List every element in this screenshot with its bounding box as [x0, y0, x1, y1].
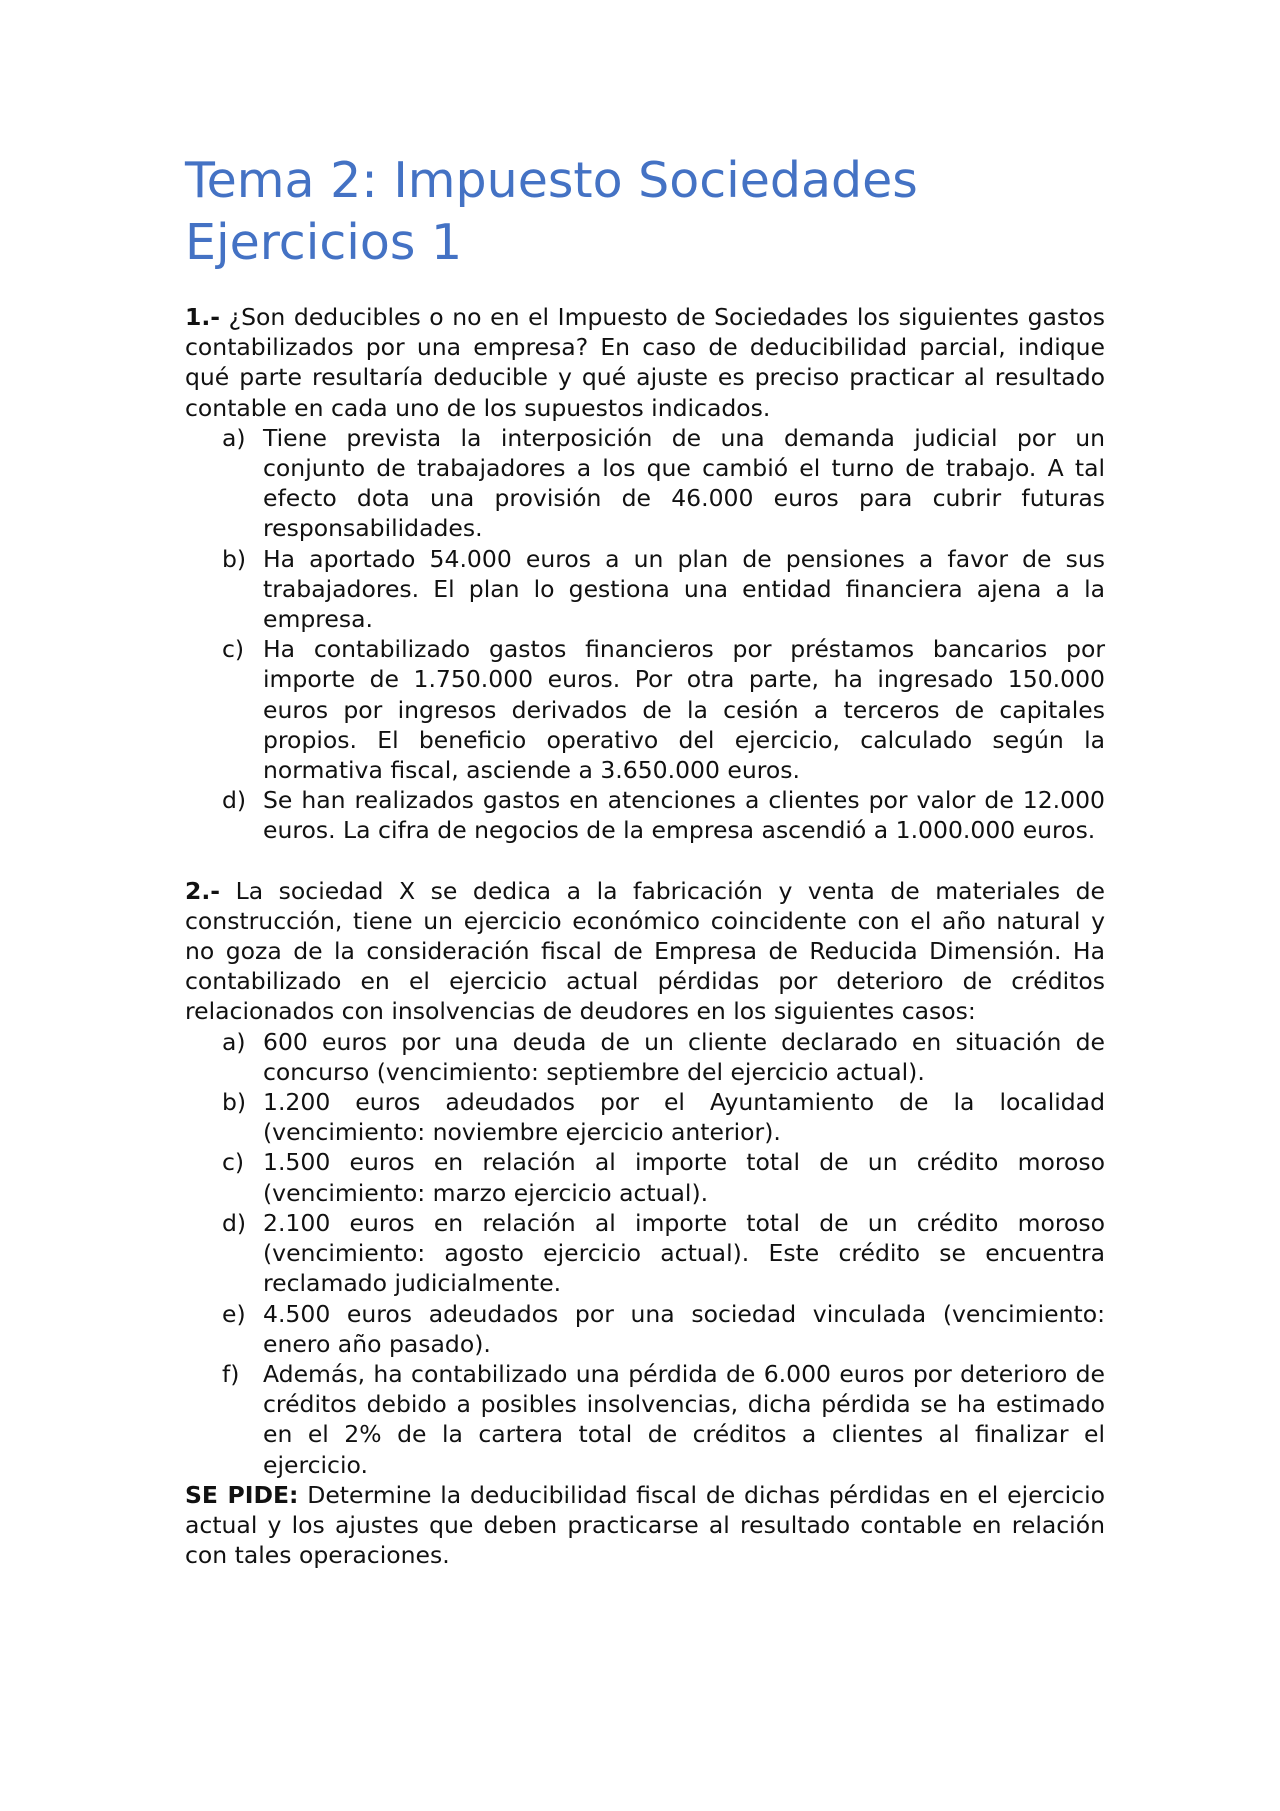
list-item — [222, 1147, 1105, 1207]
list-item — [222, 1208, 1105, 1299]
se-pide-paragraph — [185, 1480, 1105, 1571]
exercise-2-number: 2.- — [185, 876, 221, 905]
exercise-2-list — [185, 1027, 1105, 1480]
list-marker: d) — [222, 786, 247, 815]
list-marker: b) — [222, 1088, 247, 1117]
list-item-text: 1.200 euros adeudados por el Ayuntamiento de la localidad (vencimiento: noviembre ejercicio anterior). — [263, 1088, 1105, 1147]
list-item-text: Ha contabilizado gastos financieros por préstamos bancarios por importe de 1.750.000 euros. Por otra parte, ha ingresado 150.000 euros por ingresos derivados de la cesión a terceros de capitales propios. El beneficio operativo del ejercicio, calculado según la normativa fiscal, asciende a 3.650.000 euros. — [263, 635, 1105, 785]
list-item — [222, 634, 1105, 785]
list-item-text: Ha aportado 54.000 euros a un plan de pensiones a favor de sus trabajadores. El plan lo gestiona una entidad financiera ajena a la empresa. — [263, 544, 1105, 634]
list-marker: d) — [222, 1208, 247, 1237]
list-item — [222, 785, 1105, 845]
document-page — [185, 150, 1105, 1570]
list-marker: c) — [222, 1148, 245, 1177]
exercise-1-number: 1.- — [185, 303, 221, 331]
title-line-2: Ejercicios 1 — [185, 214, 463, 271]
exercise-1-list — [185, 423, 1105, 846]
exercise-1-intro — [185, 302, 1105, 423]
list-item-text: 1.500 euros en relación al importe total de un crédito moroso (vencimiento: marzo ejercicio actual). — [263, 1148, 1105, 1207]
list-item — [222, 1087, 1105, 1147]
exercise-2-intro — [185, 876, 1105, 1027]
list-marker: f) — [222, 1359, 240, 1388]
section-spacer — [185, 846, 1105, 876]
list-item — [222, 1359, 1105, 1480]
list-item — [222, 423, 1105, 544]
list-marker: c) — [222, 635, 245, 664]
list-marker: a) — [222, 1027, 246, 1056]
list-marker: a) — [222, 423, 246, 452]
se-pide-label: SE PIDE: — [185, 1480, 299, 1509]
list-item-text: 2.100 euros en relación al importe total de un crédito moroso (vencimiento: agosto ejercicio actual). Este crédito se encuentra reclamado judicialmente. — [263, 1208, 1105, 1298]
list-item-text: 600 euros por una deuda de un cliente declarado en situación de concurso (vencimiento: septiembre del ejercicio actual). — [263, 1027, 1105, 1086]
exercise-2-text: La sociedad X se dedica a la fabricación y venta de materiales de construcción, tiene un ejercicio económico coincidente con el año natural y no goza de la consideración fiscal de Empresa de Reducida Dimensión. Ha contabilizado en el ejercicio actual pérdidas por deterioro de créditos relacionados con insolvencias de deudores en los siguientes casos: — [185, 876, 1105, 1026]
document-title — [185, 150, 1105, 274]
list-item-text: Se han realizados gastos en atenciones a clientes por valor de 12.000 euros. La cifra de negocios de la empresa ascendió a 1.000.000 euros. — [263, 786, 1105, 845]
list-item — [222, 544, 1105, 635]
list-marker: b) — [222, 544, 247, 573]
list-marker: e) — [222, 1299, 246, 1328]
exercise-1-text: ¿Son deducibles o no en el Impuesto de Sociedades los siguientes gastos contabilizados por una empresa? En caso de deducibilidad parcial, indique qué parte resultaría deducible y qué ajuste es preciso practicar al resultado contable en cada uno de los supuestos indicados. — [185, 303, 1105, 422]
list-item — [222, 1299, 1105, 1359]
title-line-1: Tema 2: Impuesto Sociedades — [185, 152, 918, 209]
list-item-text: Además, ha contabilizado una pérdida de 6.000 euros por deterioro de créditos debido a posibles insolvencias, dicha pérdida se ha estimado en el 2% de la cartera total de créditos a clientes al finalizar el ejercicio. — [263, 1359, 1105, 1479]
se-pide-text: Determine la deducibilidad fiscal de dichas pérdidas en el ejercicio actual y los ajustes que deben practicarse al resultado contable en relación con tales operaciones. — [185, 1480, 1105, 1570]
list-item-text: Tiene prevista la interposición de una demanda judicial por un conjunto de trabajadores a los que cambió el turno de trabajo. A tal efecto dota una provisión de 46.000 euros para cubrir futuras responsabilidades. — [263, 423, 1105, 543]
list-item-text: 4.500 euros adeudados por una sociedad vinculada (vencimiento: enero año pasado). — [263, 1299, 1105, 1358]
list-item — [222, 1027, 1105, 1087]
